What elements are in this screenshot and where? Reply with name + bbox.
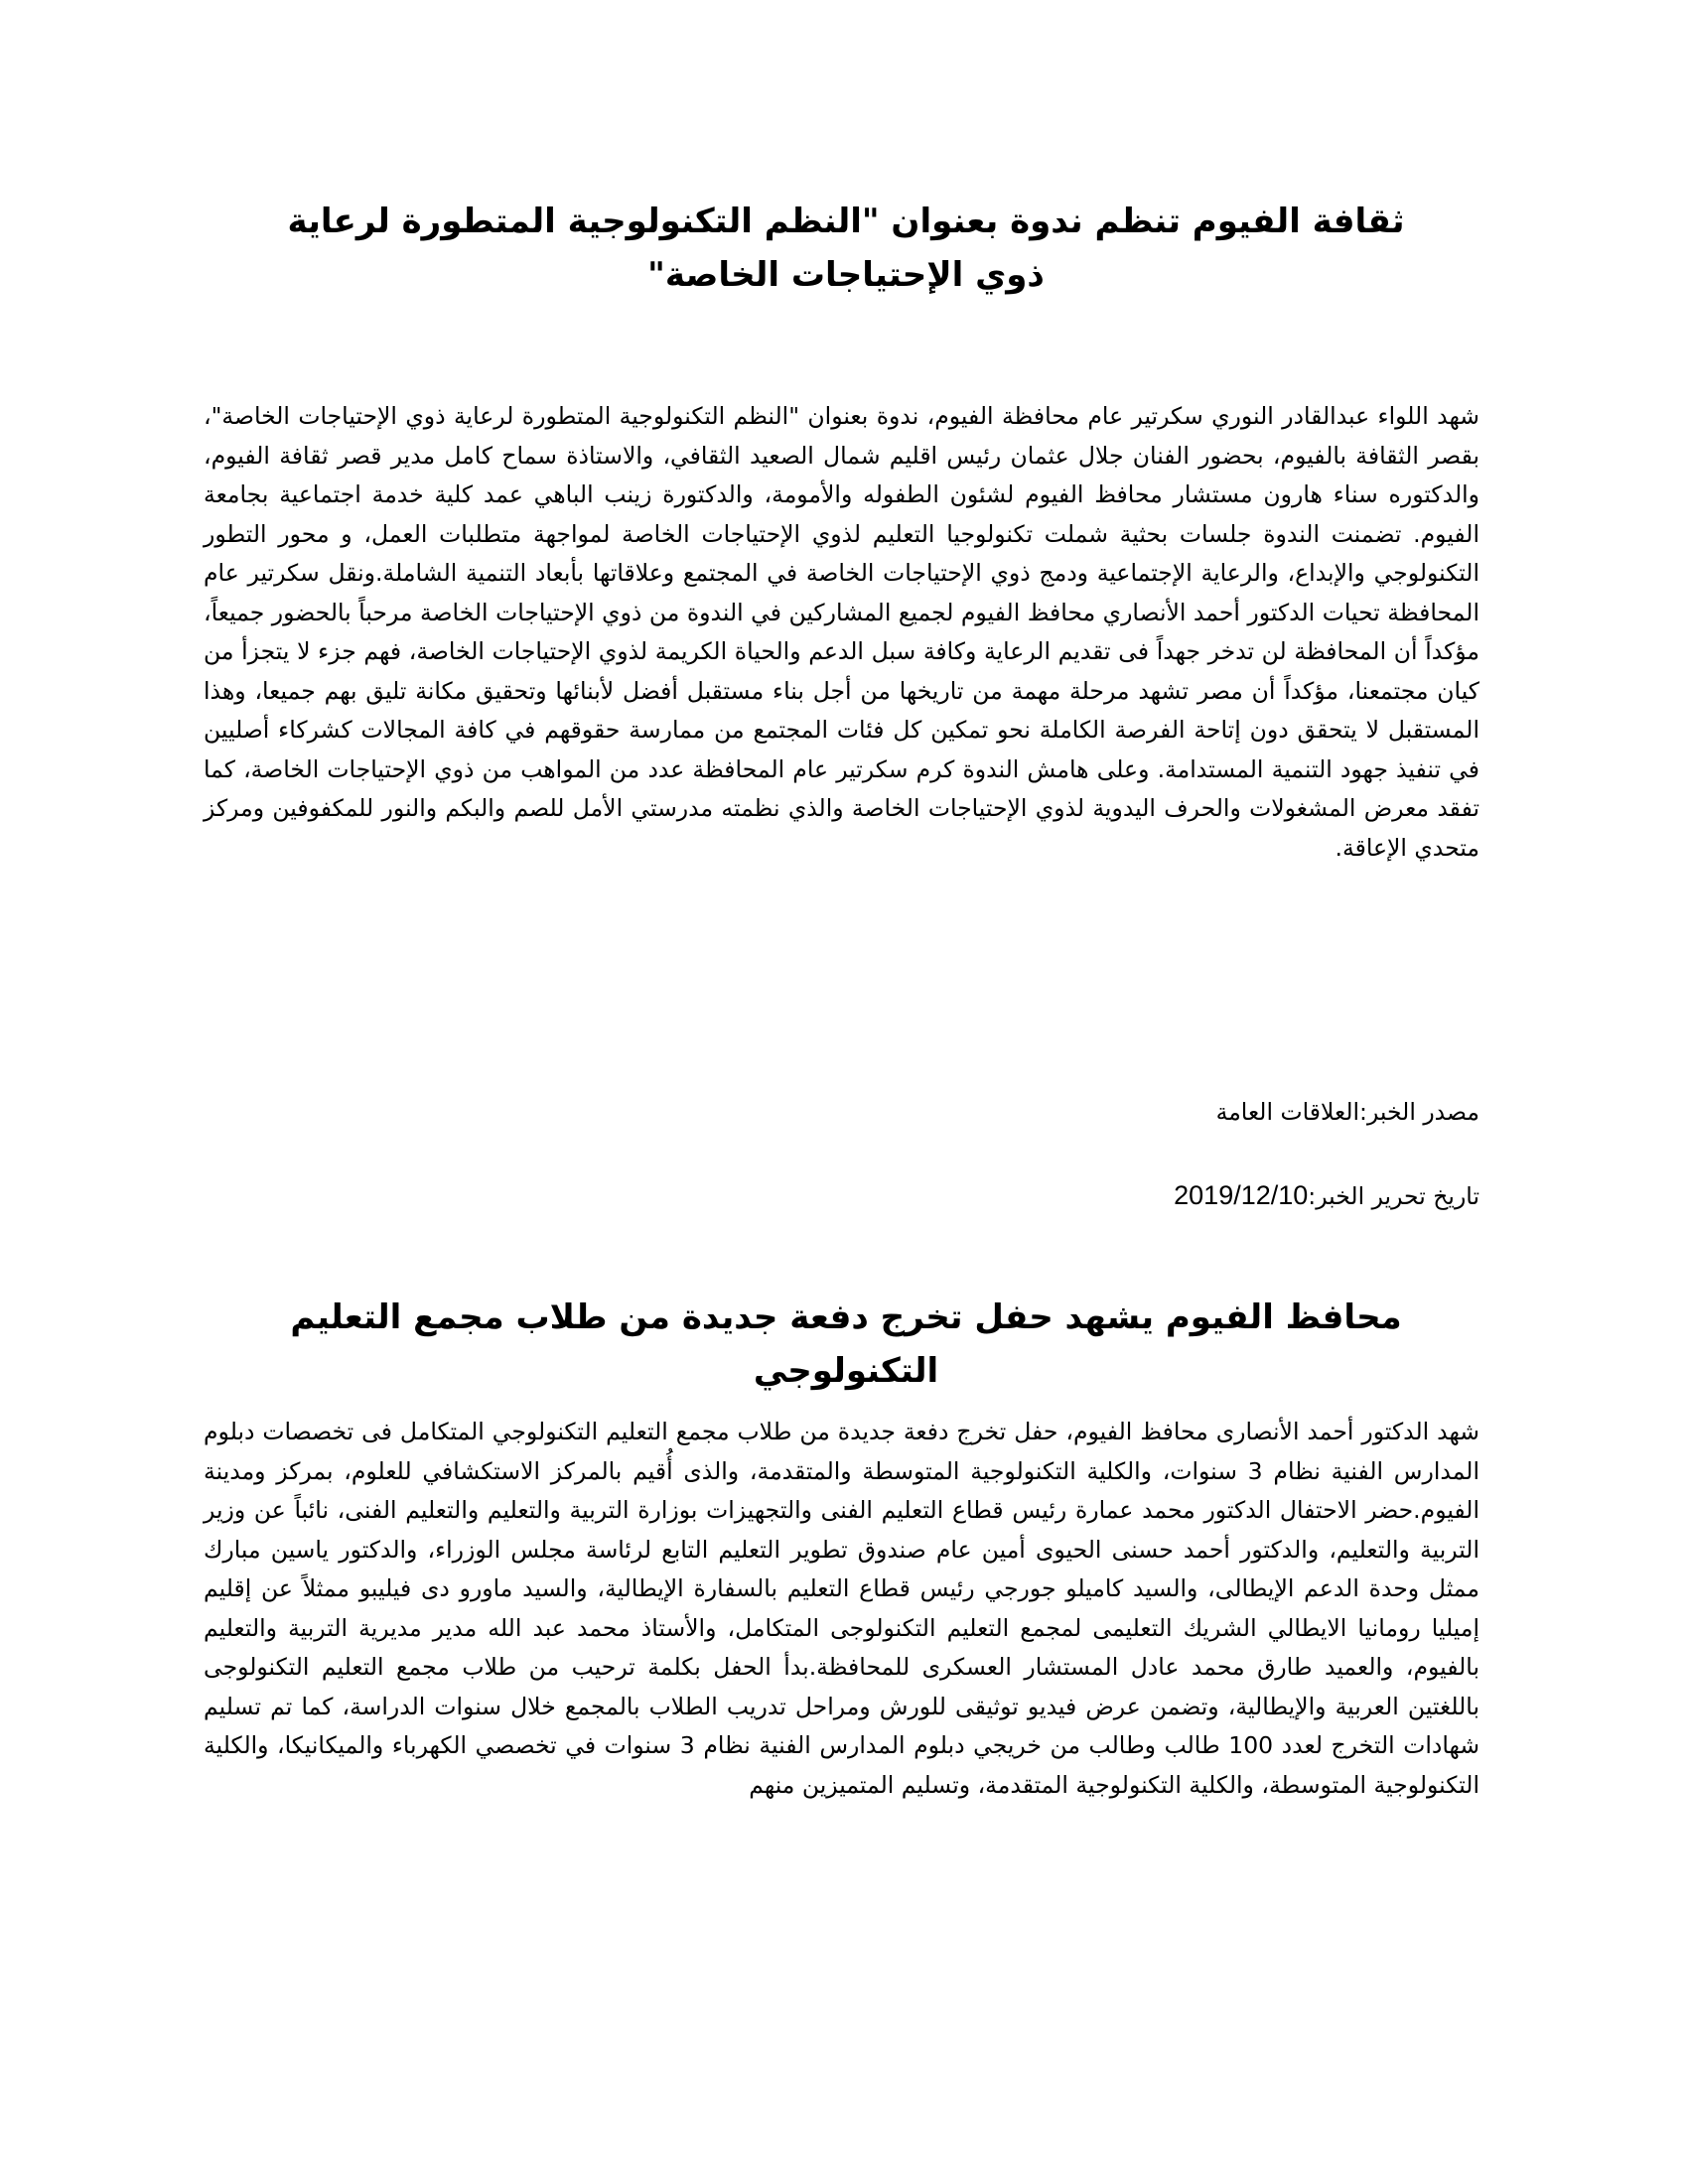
article-1-body: شهد اللواء عبدالقادر النوري سكرتير عام محافظة الفيوم، ندوة بعنوان "النظم التكنولوجية المتطورة لرعاية ذوي الإحتياجات الخاصة"، بقصر الثقافة بالفيوم، بحضور الفنان جلال عثمان رئيس اقليم شمال الصعيد الثقافي، والاستاذة سماح كامل مدير قصر ثقافة الفيوم، والدكتوره سناء هارون مستشار محافظ الفيوم لشئون الطفوله والأمومة، والدكتورة زينب الباهي عمد كلية خدمة اجتماعية بجامعة الفيوم. تضمنت الندوة جلسات بحثية شملت تكنولوجيا التعليم لذوي الإحتياجات الخاصة لمواجهة متطلبات العمل، و محور التطور التكنولوجي والإبداع، والرعاية الإجتماعية ودمج ذوي الإحتياجات الخاصة في المجتمع وعلاقاتها بأبعاد التنمية الشاملة.ونقل سكرتير عام المحافظة تحيات الدكتور أحمد الأنصاري محافظ الفيوم لجميع المشاركين في الندوة من ذوي الإحتياجات الخاصة مرحباً بالحضور جميعاً، مؤكداً أن المحافظة لن تدخر جهداً فى تقديم الرعاية وكافة سبل الدعم والحياة الكريمة لذوي الإحتياجات الخاصة، فهم جزء لا يتجزأ من كيان مجتمعنا، مؤكداً أن مصر تشهد مرحلة مهمة من تاريخها من أجل بناء مستقبل أفضل لأبنائها وتحقيق مكانة تليق بهم جميعا، وهذا المستقبل لا يتحقق دون إتاحة الفرصة الكاملة نحو تمكين كل فئات المجتمع من ممارسة حقوقهم في كافة المجالات كشركاء أصليين في تنفيذ جهود التنمية المستدامة. وعلى هامش الندوة كرم سكرتير عام المحافظة عدد من المواهب من ذوي الإحتياجات الخاصة، كما تفقد معرض المشغولات والحرف اليدوية لذوي الإحتياجات الخاصة والذي نظمته مدرستي الأمل للصم والبكم والنور للمكفوفين ومركز متحدي الإعاقة.: [204, 402, 1479, 862]
news-source-label: مصدر الخبر:: [1359, 1098, 1479, 1126]
news-source-line: [204, 1093, 1479, 1133]
news-date-value: 2019/12/10: [1174, 1180, 1309, 1210]
article-1-headline: ثقافة الفيوم تنظم ندوة بعنوان "النظم التكنولوجية المتطورة لرعاية ذوي الإحتياجات الخاصة": [287, 202, 1405, 295]
news-date-line: [204, 1176, 1479, 1217]
news-date-label: تاريخ تحرير الخبر:: [1308, 1182, 1479, 1210]
article-2-headline: محافظ الفيوم يشهد حفل تخرج دفعة جديدة من طلاب مجمع التعليم التكنولوجي: [290, 1297, 1402, 1391]
article-2-body: شهد الدكتور أحمد الأنصارى محافظ الفيوم، حفل تخرج دفعة جديدة من طلاب مجمع التعليم التكنولوجي المتكامل فى تخصصات دبلوم المدارس الفنية نظام 3 سنوات، والكلية التكنولوجية المتوسطة والمتقدمة، والذى أُقيم بالمركز الاستكشافي للعلوم، بمركز ومدينة الفيوم.حضر الاحتفال الدكتور محمد عمارة رئيس قطاع التعليم الفنى والتجهيزات بوزارة التربية والتعليم والتعليم الفنى، نائباً عن وزير التربية والتعليم، والدكتور أحمد حسنى الحيوى أمين عام صندوق تطوير التعليم التابع لرئاسة مجلس الوزراء، والدكتور ياسين مبارك ممثل وحدة الدعم الإيطالى، والسيد كاميلو جورجي رئيس قطاع التعليم بالسفارة الإيطالية، والسيد ماورو دى فيليبو ممثلاً عن إقليم إميليا رومانيا الايطالي الشريك التعليمى لمجمع التعليم التكنولوجى المتكامل، والأستاذ محمد عبد الله مدير مديرية التربية والتعليم بالفيوم، والعميد طارق محمد عادل المستشار العسكرى للمحافظة.بدأ الحفل بكلمة ترحيب من طلاب مجمع التعليم التكنولوجى باللغتين العربية والإيطالية، وتضمن عرض فيديو توثيقى للورش ومراحل تدريب الطلاب بالمجمع خلال سنوات الدراسة، كما تم تسليم شهادات التخرج لعدد 100 طالب وطالب من خريجي دبلوم المدارس الفنية نظام 3 سنوات في تخصصي الكهرباء والميكانيكا، والكلية التكنولوجية المتوسطة، والكلية التكنولوجية المتقدمة، وتسليم المتميزين منهم: [204, 1418, 1480, 1799]
news-source-value: العلاقات العامة: [1215, 1098, 1360, 1126]
